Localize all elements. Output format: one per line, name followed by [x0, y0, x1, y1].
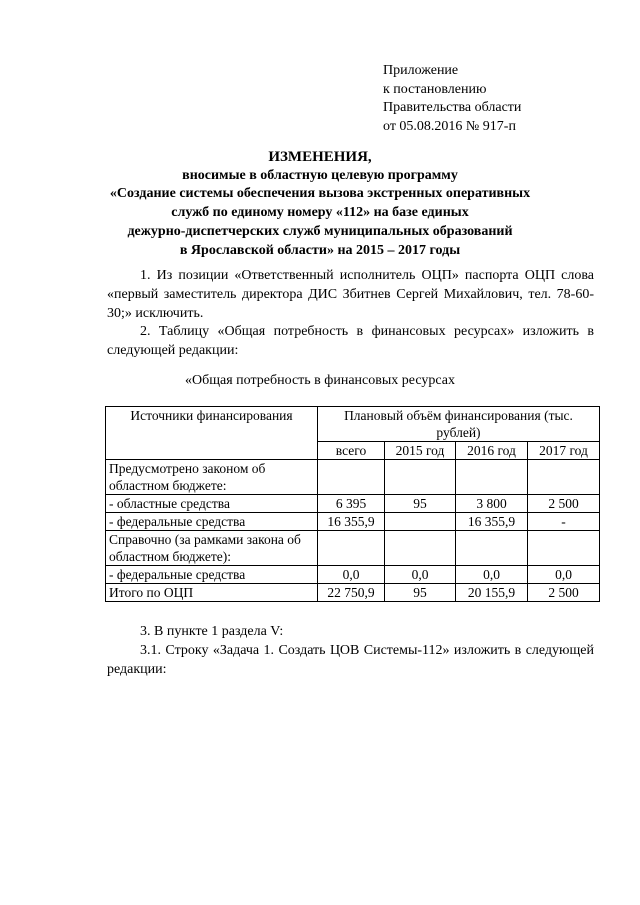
row-label: - федеральные средства — [106, 513, 318, 531]
cell-2015: 0,0 — [385, 566, 456, 584]
cell-2015: 95 — [385, 495, 456, 513]
paragraph-text: 1. Из позиции «Ответственный исполнитель ОЦП» паспорта ОЦП слова «первый заместитель директора ДИС Збитнев Сергей Михайлович, тел. 78-60-30;» исключить. — [107, 268, 594, 321]
paragraph-2 — [107, 322, 594, 360]
title-line: «Создание системы обеспечения вызова экстренных оперативных — [109, 186, 531, 202]
cell-total: 16 355,9 — [318, 513, 385, 531]
cell-2017: 2 500 — [528, 584, 600, 602]
table-row — [106, 495, 600, 513]
cell-2015: 95 — [385, 584, 456, 602]
header-source: Источники финансирования — [106, 407, 318, 460]
table-row — [106, 566, 600, 584]
header-2016: 2016 год — [456, 442, 528, 460]
table-row — [106, 513, 600, 531]
title-line: вносимые в областную целевую программу — [182, 167, 458, 183]
cell-2016: 3 800 — [456, 495, 528, 513]
cell-2017: - — [528, 513, 600, 531]
cell-2016 — [456, 531, 528, 566]
title-main: ИЗМЕНЕНИЯ, — [268, 149, 372, 165]
cell-total — [318, 460, 385, 495]
paragraph-text: 3. В пункте 1 раздела V: — [140, 624, 284, 639]
header-total: всего — [318, 442, 385, 460]
appendix-line: к постановлению — [383, 81, 487, 97]
paragraph-4 — [107, 641, 594, 679]
paragraph-3 — [107, 622, 594, 641]
cell-2017 — [528, 531, 600, 566]
title-line: служб по единому номеру «112» на базе единых — [171, 205, 469, 221]
paragraph-1 — [107, 266, 594, 323]
table-row — [106, 584, 600, 602]
cell-2016: 20 155,9 — [456, 584, 528, 602]
cell-total: 22 750,9 — [318, 584, 385, 602]
cell-total — [318, 531, 385, 566]
document-title — [80, 148, 560, 260]
cell-2015 — [385, 460, 456, 495]
row-label: - федеральные средства — [106, 566, 318, 584]
table-caption: «Общая потребность в финансовых ресурсах — [185, 373, 455, 388]
title-line: в Ярославской области» на 2015 – 2017 годы — [179, 242, 461, 258]
table-header-row — [106, 407, 600, 442]
row-label: Справочно (за рамками закона об областном бюджете): — [106, 531, 318, 566]
appendix-line: Приложение — [383, 63, 459, 78]
header-2015: 2015 год — [385, 442, 456, 460]
cell-total: 6 395 — [318, 495, 385, 513]
appendix-line: Правительства области — [383, 100, 522, 116]
cell-2015 — [385, 513, 456, 531]
cell-2017: 2 500 — [528, 495, 600, 513]
cell-2017: 0,0 — [528, 566, 600, 584]
financing-table — [105, 406, 600, 602]
paragraph-text: 3.1. Строку «Задача 1. Создать ЦОВ Системы-112» изложить в следующей редакции: — [107, 643, 594, 677]
cell-total: 0,0 — [318, 566, 385, 584]
cell-2016: 0,0 — [456, 566, 528, 584]
table-row — [106, 531, 600, 566]
table-row — [106, 460, 600, 495]
cell-2016: 16 355,9 — [456, 513, 528, 531]
paragraph-text: 2. Таблицу «Общая потребность в финансовых ресурсах» изложить в следующей редакции: — [107, 324, 594, 358]
row-label: Предусмотрено законом об областном бюджете: — [106, 460, 318, 495]
header-planned: Плановый объём финансирования (тыс. рублей) — [318, 407, 600, 442]
appendix-line: от 05.08.2016 № 917-п — [383, 119, 516, 135]
row-label: Итого по ОЦП — [106, 584, 318, 602]
cell-2016 — [456, 460, 528, 495]
row-label: - областные средства — [106, 495, 318, 513]
cell-2017 — [528, 460, 600, 495]
cell-2015 — [385, 531, 456, 566]
title-line: дежурно-диспетчерских служб муниципальных образований — [127, 223, 513, 239]
header-2017: 2017 год — [528, 442, 600, 460]
appendix-note — [383, 62, 521, 137]
